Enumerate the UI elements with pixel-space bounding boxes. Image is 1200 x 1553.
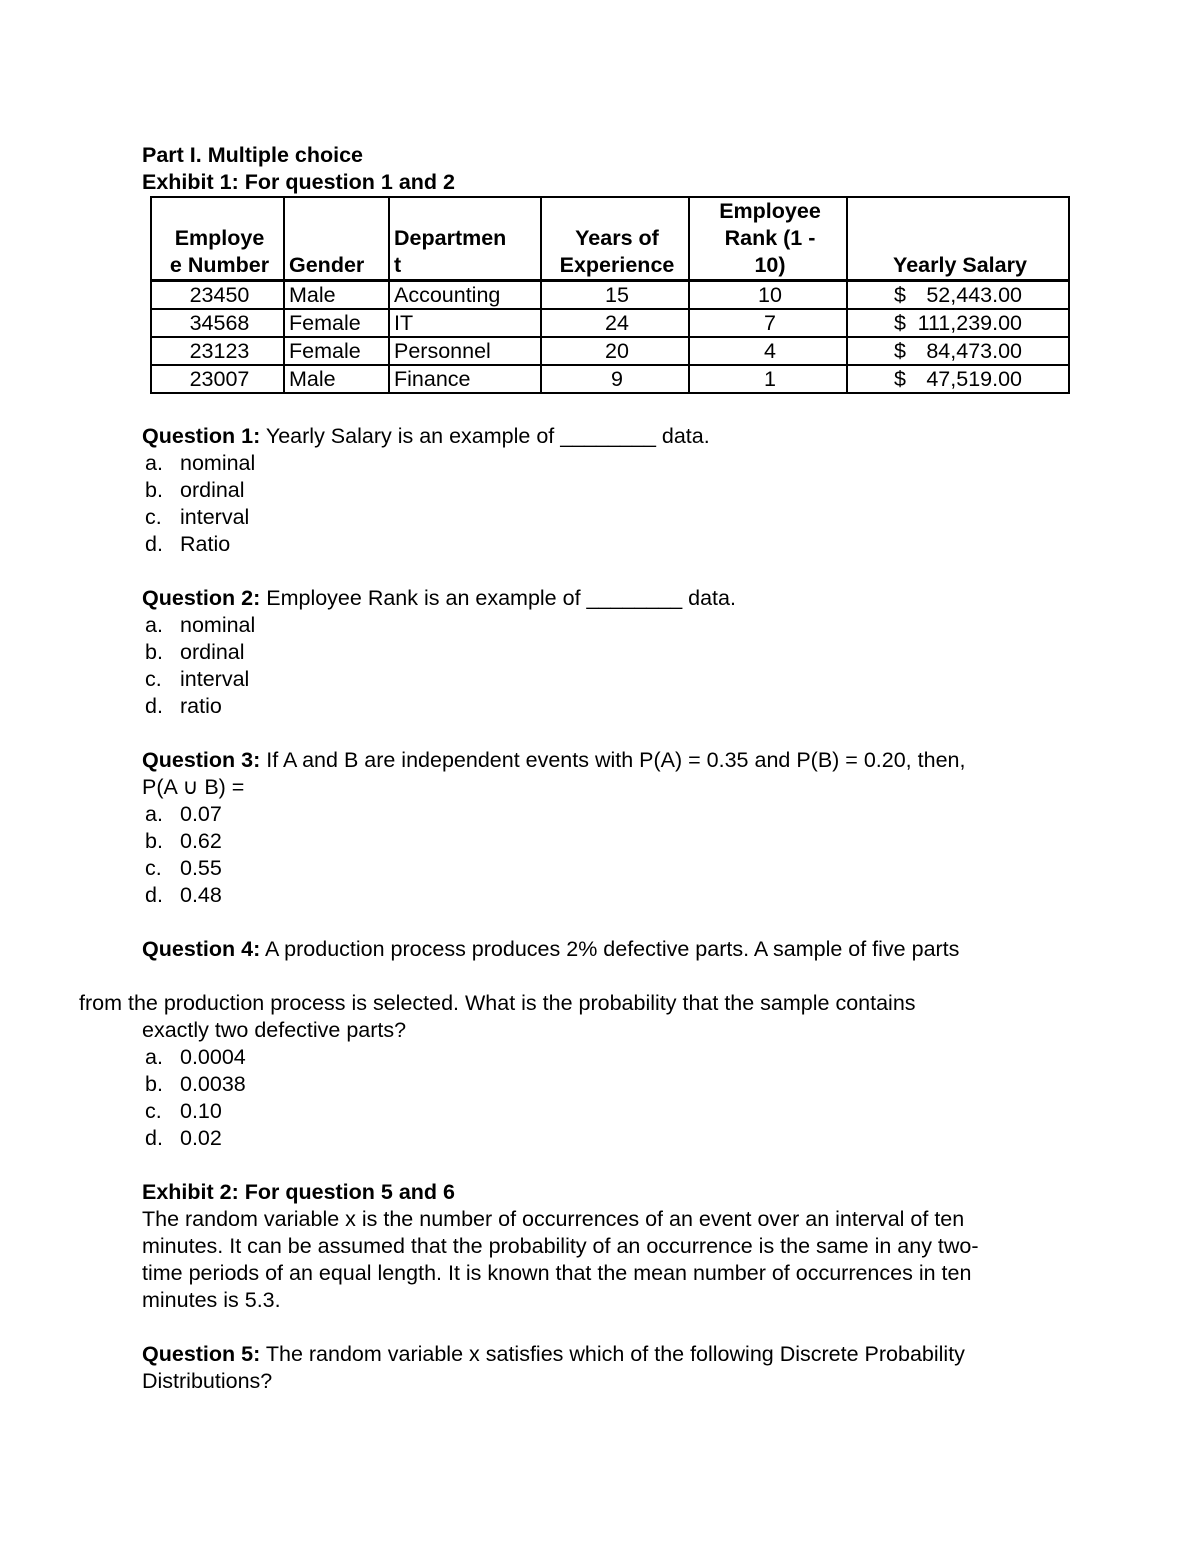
cell-salary: $ 84,473.00 [847,337,1069,365]
header-employee-number: Employe e Number [151,197,284,281]
question-label: Question 5: [142,1342,261,1366]
table-header-row [151,197,1069,281]
cell-years: 9 [541,365,689,393]
option: b. 0.62 [145,829,222,853]
cell-rank: 4 [689,337,847,365]
header-employee-rank: Employee Rank (1 - 10) [689,197,847,281]
exhibit2-text: The random variable x is the number of occurrences of an event over an interval of ten [142,1207,965,1231]
cell-department: Personnel [389,337,541,365]
header-department: Departmen t [389,197,541,281]
option: b. ordinal [145,640,245,664]
option: d. 0.02 [145,1126,222,1150]
option: d. Ratio [145,532,231,556]
option: a. nominal [145,451,256,475]
option: c. interval [145,667,250,691]
table-row [151,281,1069,310]
question-text: Employee Rank is an example of ________ data. [260,586,736,610]
option: a. nominal [145,613,256,637]
option: a. 0.07 [145,802,222,826]
table-row [151,365,1069,393]
question-4-continued: exactly two defective parts? [142,1018,407,1042]
table-row [151,337,1069,365]
header-years-of-experience: Years of Experience [541,197,689,281]
question-4 [142,936,959,963]
exhibit2-title: Exhibit 2: For question 5 and 6 [142,1180,455,1204]
exhibit2-text: minutes. It can be assumed that the probability of an occurrence is the same in any two- [142,1234,979,1258]
question-label: Question 4: [142,937,261,961]
question-text: Yearly Salary is an example of ________ data. [260,424,710,448]
cell-rank: 10 [689,281,847,310]
header-gender: Gender [284,197,389,281]
cell-employee-number: 23007 [151,365,284,393]
question-label: Question 1: [142,424,261,448]
cell-gender: Female [284,337,389,365]
cell-employee-number: 23450 [151,281,284,310]
question-2 [142,585,736,612]
cell-salary: $ 111,239.00 [847,309,1069,337]
option: d. ratio [145,694,222,718]
question-text: If A and B are independent events with P(A) = 0.35 and P(B) = 0.20, then, [260,748,966,772]
table-row [151,309,1069,337]
cell-gender: Male [284,365,389,393]
question-text: A production process produces 2% defective parts. A sample of five parts [260,937,960,961]
question-3 [142,747,965,774]
exhibit2-text: time periods of an equal length. It is known that the mean number of occurrences in ten [142,1261,972,1285]
cell-department: IT [389,309,541,337]
cell-gender: Female [284,309,389,337]
question-3-continued: P(A ∪ B) = [142,775,245,799]
option: c. interval [145,505,250,529]
exhibit2-text: minutes is 5.3. [142,1288,281,1312]
question-4-continued: from the production process is selected. What is the probability that the sample contains [79,991,916,1015]
option: c. 0.10 [145,1099,222,1123]
cell-salary: $ 47,519.00 [847,365,1069,393]
cell-department: Finance [389,365,541,393]
cell-employee-number: 34568 [151,309,284,337]
cell-department: Accounting [389,281,541,310]
option: b. ordinal [145,478,245,502]
cell-rank: 7 [689,309,847,337]
option: c. 0.55 [145,856,222,880]
cell-years: 24 [541,309,689,337]
question-1 [142,423,710,450]
exhibit1-title: Exhibit 1: For question 1 and 2 [142,170,455,194]
option: b. 0.0038 [145,1072,246,1096]
question-5 [142,1341,965,1368]
option: d. 0.48 [145,883,222,907]
employee-table [150,196,1070,394]
cell-gender: Male [284,281,389,310]
question-label: Question 2: [142,586,261,610]
cell-salary: $ 52,443.00 [847,281,1069,310]
cell-employee-number: 23123 [151,337,284,365]
question-label: Question 3: [142,748,261,772]
part-title: Part I. Multiple choice [142,143,364,167]
question-5-continued: Distributions? [142,1369,273,1393]
option: a. 0.0004 [145,1045,246,1069]
cell-rank: 1 [689,365,847,393]
cell-years: 20 [541,337,689,365]
header-yearly-salary: Yearly Salary [847,197,1069,281]
question-text: The random variable x satisfies which of the following Discrete Probability [260,1342,965,1366]
cell-years: 15 [541,281,689,310]
